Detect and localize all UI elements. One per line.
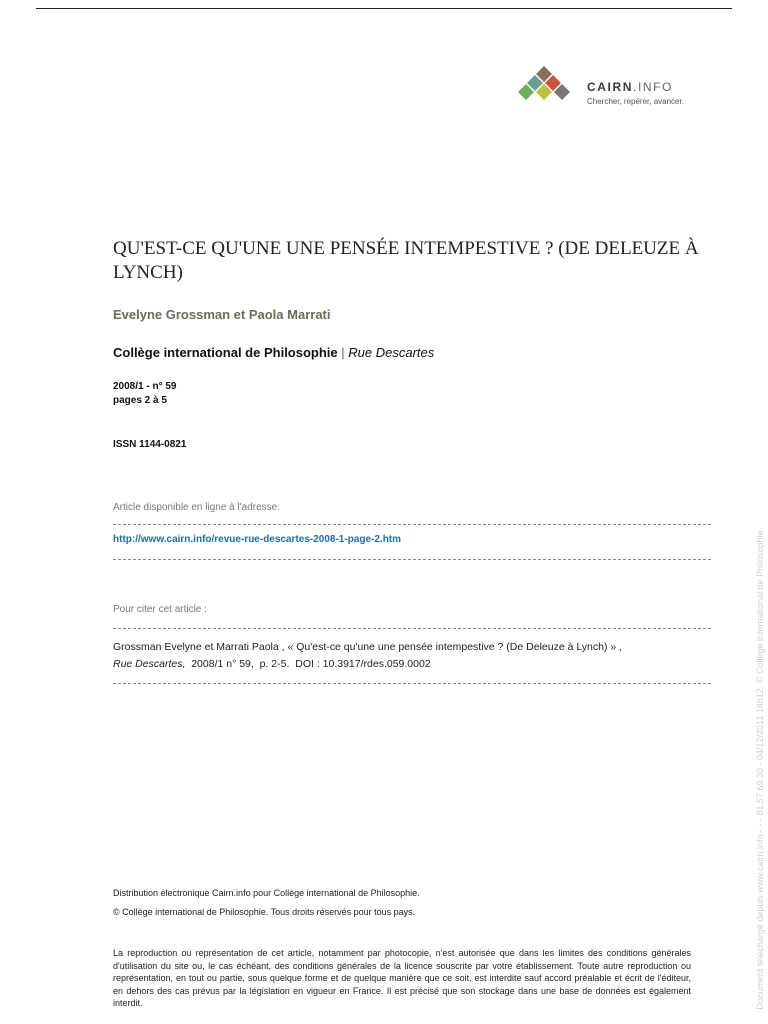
copyright-note: © Collège international de Philosophie. Tous droits réservés pour tous pays. <box>113 907 416 917</box>
logo-tagline: Chercher, repérer, avancer. <box>587 97 684 106</box>
journal-name: Rue Descartes <box>348 345 435 360</box>
publisher-separator: | <box>341 345 345 360</box>
publisher-line <box>113 345 434 360</box>
article-title: QU'EST-CE QU'UNE UNE PENSÉE INTEMPESTIVE ? (DE DELEUZE À LYNCH) <box>113 238 699 283</box>
publisher-name: Collège international de Philosophie <box>113 345 338 360</box>
citation-line-1: Grossman Evelyne et Marrati Paola , « Qu'est-ce qu'une une pensée intempestive ? (De Deleuze à Lynch) » , <box>113 641 623 653</box>
article-authors: Evelyne Grossman et Paola Marrati <box>113 307 331 322</box>
distribution-note: Distribution électronique Cairn.info pour Collège international de Philosophie. <box>113 888 420 898</box>
issue-info <box>113 380 176 408</box>
article-url-link[interactable]: http://www.cairn.info/revue-rue-descartes-2008-1-page-2.htm <box>113 534 402 545</box>
legal-notice: La reproduction ou représentation de cet article, notamment par photocopie, n'est autorisée que dans les limites des conditions générales d'utilisation du site ou, le cas échéant, des conditions générales de la licence souscrite par votre établissement. Toute autre reproduction ou représentation, en tout ou partie, sous quelque forme et de quelque manière que ce soit, est interdite sauf accord préalable et écrit de l'éditeur, en dehors des cas prévus par la législation en vigueur en France. Il est précisé que son stockage dans une base de données est également interdit. <box>113 948 691 1008</box>
top-rule <box>36 8 732 9</box>
citation-text <box>113 639 713 673</box>
citation-details: 2008/1 n° 59, p. 2-5. DOI : 10.3917/rdes.059.0002 <box>185 658 431 670</box>
divider <box>113 524 711 525</box>
cite-label: Pour citer cet article : <box>113 604 207 615</box>
online-label: Article disponible en ligne à l'adresse: <box>113 502 281 513</box>
issn: ISSN 1144-0821 <box>113 439 187 450</box>
divider <box>113 683 711 684</box>
divider <box>113 559 711 560</box>
page-range: pages 2 à 5 <box>113 395 167 406</box>
cairn-logo[interactable] <box>514 66 714 110</box>
cairn-diamonds-icon <box>514 66 584 110</box>
citation-line-2 <box>113 656 713 673</box>
citation-journal: Rue Descartes, <box>113 658 186 670</box>
download-watermark: Document téléchargé depuis www.cairn.info - - - 81.57.69.30 - 04/12/2011 14h12. © Collège international de Philosophie <box>755 530 765 1010</box>
logo-wordmark: CAIRN.INFO <box>587 80 674 94</box>
issue-number: 2008/1 - n° 59 <box>113 381 177 392</box>
divider <box>113 628 711 629</box>
